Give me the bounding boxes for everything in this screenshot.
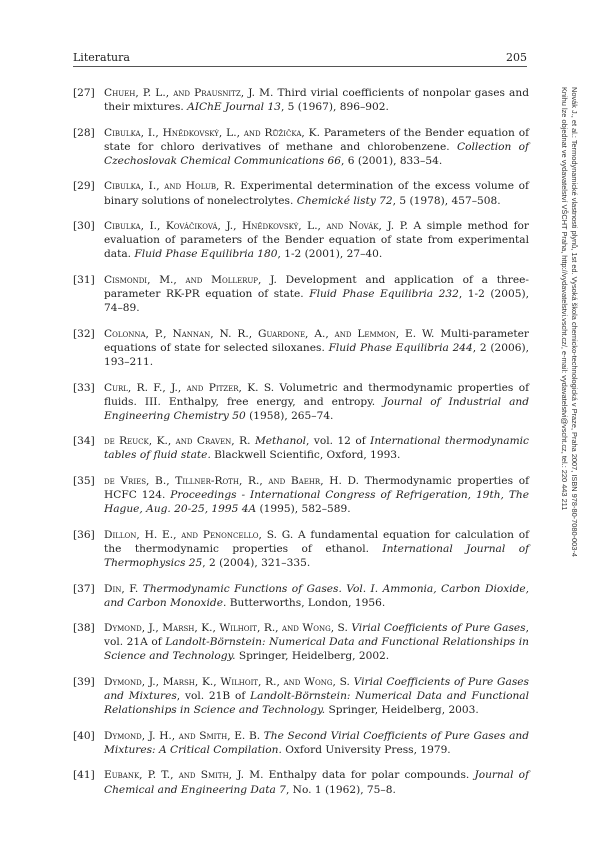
reference-authors: de Vries, B., Tillner-Roth, R., and Baehr, H. D. — [104, 474, 360, 487]
reference-authors: Cibulka, I., Hnědkovský, L., and Růžička, K. — [104, 126, 320, 139]
reference-number: [33] — [73, 381, 95, 394]
reference-text: Oxford University Press, 1979. — [281, 743, 451, 756]
reference-number: [34] — [73, 435, 95, 448]
reference-italic-text: Landolt-Börnstein: Numerical Data and Functional Relationships in Science and Technology. — [104, 690, 529, 717]
reference-text: Experimental determination of the excess volume of binary solutions of nonelectrolytes. — [104, 180, 529, 207]
reference-text: , 1-2 (2001), 27–40. — [277, 248, 383, 261]
reference-number: [31] — [73, 273, 95, 286]
reference-authors: Dymond, J., Marsh, K., Wilhoit, R., and Wong, S. — [104, 676, 350, 688]
reference-item — [73, 768, 529, 796]
reference-authors: Cibulka, I., Kováčiková, J., Hnědkovský, L., and Novák, J. P. — [104, 220, 409, 233]
reference-text: , 1-2 (2005), 74–89. — [104, 288, 530, 315]
reference-authors: Eubank, P. T., and Smith, J. M. — [104, 769, 264, 782]
reference-item — [73, 219, 529, 261]
reference-italic-text: Methanol — [254, 435, 307, 448]
reference-item — [73, 86, 529, 114]
reference-text: , vol. 21A of — [104, 622, 529, 649]
reference-number: [28] — [73, 126, 95, 139]
reference-text: A fundamental equation for calculation of the thermodynamic properties of ethanol. — [104, 528, 530, 555]
reference-number: [41] — [73, 769, 95, 782]
reference-item — [73, 474, 529, 516]
page-number: 205 — [506, 51, 527, 64]
reference-item — [73, 273, 529, 315]
reference-authors: Dymond, J. H., and Smith, E. B. — [104, 729, 261, 742]
reference-item — [73, 528, 529, 570]
reference-item — [73, 582, 529, 610]
reference-italic-text: Thermodynamic Functions of Gases. Vol. I. Ammonia, Carbon Dioxide, and Carbon Monoxide. — [104, 582, 530, 609]
header-title: Literatura — [73, 51, 130, 64]
reference-text: , 2 (2006), 193–211. — [104, 341, 530, 368]
reference-number: [39] — [73, 676, 95, 688]
reference-number: [37] — [73, 582, 95, 595]
reference-italic-text: Journal of Chemical and Engineering Data 7 — [104, 769, 529, 796]
reference-authors: Cismondi, M., and Mollerup, J. — [104, 273, 277, 286]
running-header — [73, 50, 527, 67]
reference-text: , vol. 12 of — [306, 435, 371, 448]
reference-italic-text: International thermodynamic tables of fluid state. — [104, 435, 529, 462]
reference-number: [27] — [73, 87, 95, 99]
reference-text: , 6 (2001), 833–54. — [341, 154, 443, 167]
reference-authors: de Reuck, K., and Craven, R. — [104, 435, 251, 448]
reference-item — [73, 434, 529, 462]
side-note-line-1: Novák J., et al.: Termodynamické vlastnosti plynů, 1st ed. Vysoká škola chemicko-technologická v Praze, Praha 2007, ISBN 978-80-7080-003-4 — [570, 87, 579, 557]
reference-authors: Cibulka, I., and Holub, R. — [104, 180, 236, 193]
reference-number: [36] — [73, 528, 95, 541]
reference-text: Development and application of a three-parameter RK-PR equation of state. — [104, 273, 529, 301]
reference-text: Parameters of the Bender equation of state for chloro derivatives of methane and chlorobenzene. — [104, 126, 529, 153]
reference-item — [73, 621, 529, 663]
reference-italic-text: Proceedings - International Congress of Refrigeration, 19th, The Hague, Aug. 20-25, 1995 4A — [104, 489, 530, 516]
reference-item — [73, 126, 529, 168]
reference-italic-text: AIChE Journal 13 — [187, 101, 281, 114]
reference-number: [29] — [73, 180, 95, 193]
reference-text: Springer, Heidelberg, 2003. — [325, 704, 479, 717]
reference-item — [73, 729, 529, 757]
reference-text: Multi-parameter equations of state for selected siloxanes. — [104, 327, 529, 354]
reference-item — [73, 327, 529, 369]
reference-text: , 2 (2004), 321–335. — [202, 556, 311, 569]
reference-text: Enthalpy data for polar compounds. — [263, 769, 475, 782]
reference-italic-text: Fluid Phase Equilibria 232 — [309, 288, 459, 301]
reference-list — [73, 86, 529, 808]
reference-text: , vol. 21B of — [176, 690, 251, 703]
reference-authors: Dillon, H. E., and Penoncello, S. G. — [104, 528, 294, 541]
reference-italic-text: Fluid Phase Equilibria 244 — [328, 341, 473, 354]
reference-text: , 5 (1967), 896–902. — [280, 101, 389, 114]
reference-italic-text: Fluid Phase Equilibria 180 — [134, 248, 278, 261]
reference-text: , No. 1 (1962), 75–8. — [285, 783, 396, 796]
reference-item — [73, 179, 529, 207]
reference-italic-text: Virial Coefficients of Pure Gases — [351, 622, 526, 635]
reference-authors: Curl, R. F., J., and Pitzer, K. S. — [104, 381, 275, 394]
reference-number: [32] — [73, 327, 95, 340]
reference-text: Volumetric and thermodynamic properties of fluids. III. Enthalpy, free energy, and entropy. — [104, 381, 529, 408]
reference-item — [73, 381, 529, 423]
reference-italic-text: Virial Coefficients of Pure Gases and Mixtures — [104, 676, 529, 703]
reference-authors: Chueh, P. L., and Prausnitz, J. M. — [104, 87, 274, 99]
reference-number: [30] — [73, 220, 95, 233]
reference-italic-text: Collection of Czechoslovak Chemical Communications 66 — [104, 140, 529, 167]
side-note-line-2: Knihu lze objednat ve vydavatelství VŠCHT Praha, http://vydavatelstvi.vscht.cz/, e-mail: vydavatelstvi@vscht.cz, tel.: 220 443 211 — [560, 87, 569, 511]
reference-text: , 5 (1978), 457–508. — [392, 194, 501, 207]
reference-text: Blackwell Scientific, Oxford, 1993. — [210, 449, 401, 462]
reference-text: (1995), 582–589. — [256, 503, 351, 516]
reference-italic-text: International Journal of Thermophysics 25 — [104, 542, 529, 569]
reference-text: Springer, Heidelberg, 2002. — [235, 650, 390, 663]
reference-item — [73, 675, 529, 717]
reference-text: Butterworths, London, 1956. — [226, 596, 386, 609]
reference-authors: Colonna, P., Nannan, N. R., Guardone, A., and Lemmon, E. W. — [104, 327, 435, 340]
reference-authors: Din, F. — [104, 582, 139, 595]
reference-italic-text: Landolt-Börnstein: Numerical Data and Functional Relationships in Science and Technology. — [104, 636, 529, 663]
reference-text: (1958), 265–74. — [245, 409, 334, 422]
reference-text: Thermodynamic properties of HCFC 124. — [104, 474, 529, 502]
reference-text: A simple method for evaluation of parameters of the Bender equation of state from experimental data. — [104, 220, 529, 261]
side-note — [559, 87, 579, 597]
reference-italic-text: Journal of Industrial and Engineering Chemistry 50 — [104, 395, 529, 422]
reference-number: [35] — [73, 474, 95, 487]
reference-number: [38] — [73, 622, 95, 635]
reference-italic-text: Chemické listy 72 — [296, 194, 393, 207]
reference-text: Third virial coefficients of nonpolar gases and their mixtures. — [104, 87, 529, 114]
reference-italic-text: The Second Virial Coefficients of Pure Gases and Mixtures: A Critical Compilation. — [104, 729, 529, 756]
reference-number: [40] — [73, 729, 95, 742]
reference-authors: Dymond, J., Marsh, K., Wilhoit, R., and Wong, S. — [104, 622, 348, 635]
